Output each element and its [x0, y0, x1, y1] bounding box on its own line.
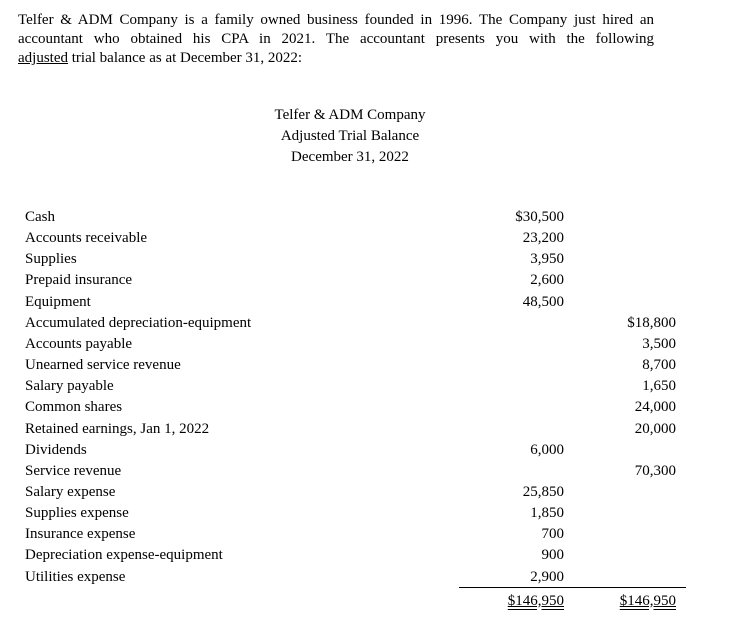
totals-row [0, 591, 743, 612]
table-row [0, 355, 743, 376]
debit-amount: $30,500 [515, 209, 564, 225]
debit-amount: 48,500 [522, 293, 564, 310]
report-title: Adjusted Trial Balance [280, 128, 420, 144]
table-row [0, 567, 743, 588]
account-name: Service revenue [25, 462, 122, 479]
table-row [0, 313, 743, 334]
table-row [0, 376, 743, 397]
account-name: Utilities expense [25, 568, 126, 585]
table-row [0, 482, 743, 503]
table-row [0, 503, 743, 524]
debit-amount: 1,850 [530, 505, 564, 522]
account-name: Dividends [25, 441, 87, 458]
intro-underlined-word: adjusted [18, 50, 68, 66]
table-row [0, 292, 743, 313]
debit-amount: 2,900 [530, 568, 564, 585]
table-row [0, 545, 743, 566]
intro-paragraph [18, 11, 654, 68]
account-name: Supplies expense [25, 505, 129, 522]
debit-amount: 700 [541, 526, 564, 543]
company-name: Telfer & ADM Company [274, 107, 426, 123]
account-name: Cash [25, 209, 55, 225]
table-row [0, 270, 743, 291]
credit-total-rule [574, 587, 686, 588]
credit-amount: 3,500 [642, 335, 676, 352]
credit-amount: $18,800 [627, 314, 676, 331]
account-name: Equipment [25, 293, 91, 310]
table-row [0, 440, 743, 461]
account-name: Unearned service revenue [25, 357, 181, 374]
credit-amount: 1,650 [642, 378, 676, 395]
credit-amount: 20,000 [634, 420, 676, 437]
account-name: Retained earnings, Jan 1, 2022 [25, 420, 210, 437]
debit-amount: 3,950 [530, 251, 564, 268]
intro-line-2: accountant who obtained his CPA in 2021. The accountant presents you with the following [18, 31, 654, 47]
account-name: Insurance expense [25, 526, 136, 543]
credit-total: $146,950 [619, 593, 676, 609]
account-name: Accounts receivable [25, 230, 148, 247]
debit-total-rule [459, 587, 574, 588]
debit-amount: 25,850 [522, 483, 564, 500]
account-name: Accumulated depreciation-equipment [25, 314, 252, 331]
debit-amount: 900 [541, 547, 564, 564]
debit-amount: 23,200 [522, 230, 564, 247]
table-row [0, 461, 743, 482]
intro-line-3 [18, 49, 654, 68]
table-row [0, 207, 743, 228]
account-name: Supplies [25, 251, 77, 268]
table-row [0, 524, 743, 545]
account-name: Salary expense [25, 483, 116, 500]
table-row [0, 228, 743, 249]
credit-amount: 24,000 [634, 399, 676, 416]
report-date: December 31, 2022 [291, 149, 409, 165]
account-name: Common shares [25, 399, 123, 416]
table-row [0, 419, 743, 440]
debit-amount: 6,000 [530, 441, 564, 458]
credit-amount: 70,300 [634, 462, 676, 479]
intro-line-1: Telfer & ADM Company is a family owned business founded in 1996. The Company just hired an [18, 12, 654, 28]
table-row [0, 397, 743, 418]
debit-amount: 2,600 [530, 272, 564, 289]
account-name: Salary payable [25, 378, 114, 395]
account-name: Accounts payable [25, 335, 133, 352]
intro-line-3-rest: trial balance as at December 31, 2022: [68, 50, 303, 66]
table-row [0, 249, 743, 270]
debit-total: $146,950 [507, 593, 564, 609]
credit-amount: 8,700 [642, 357, 676, 374]
table-row [0, 334, 743, 355]
account-name: Depreciation expense-equipment [25, 547, 223, 564]
account-name: Prepaid insurance [25, 272, 133, 289]
